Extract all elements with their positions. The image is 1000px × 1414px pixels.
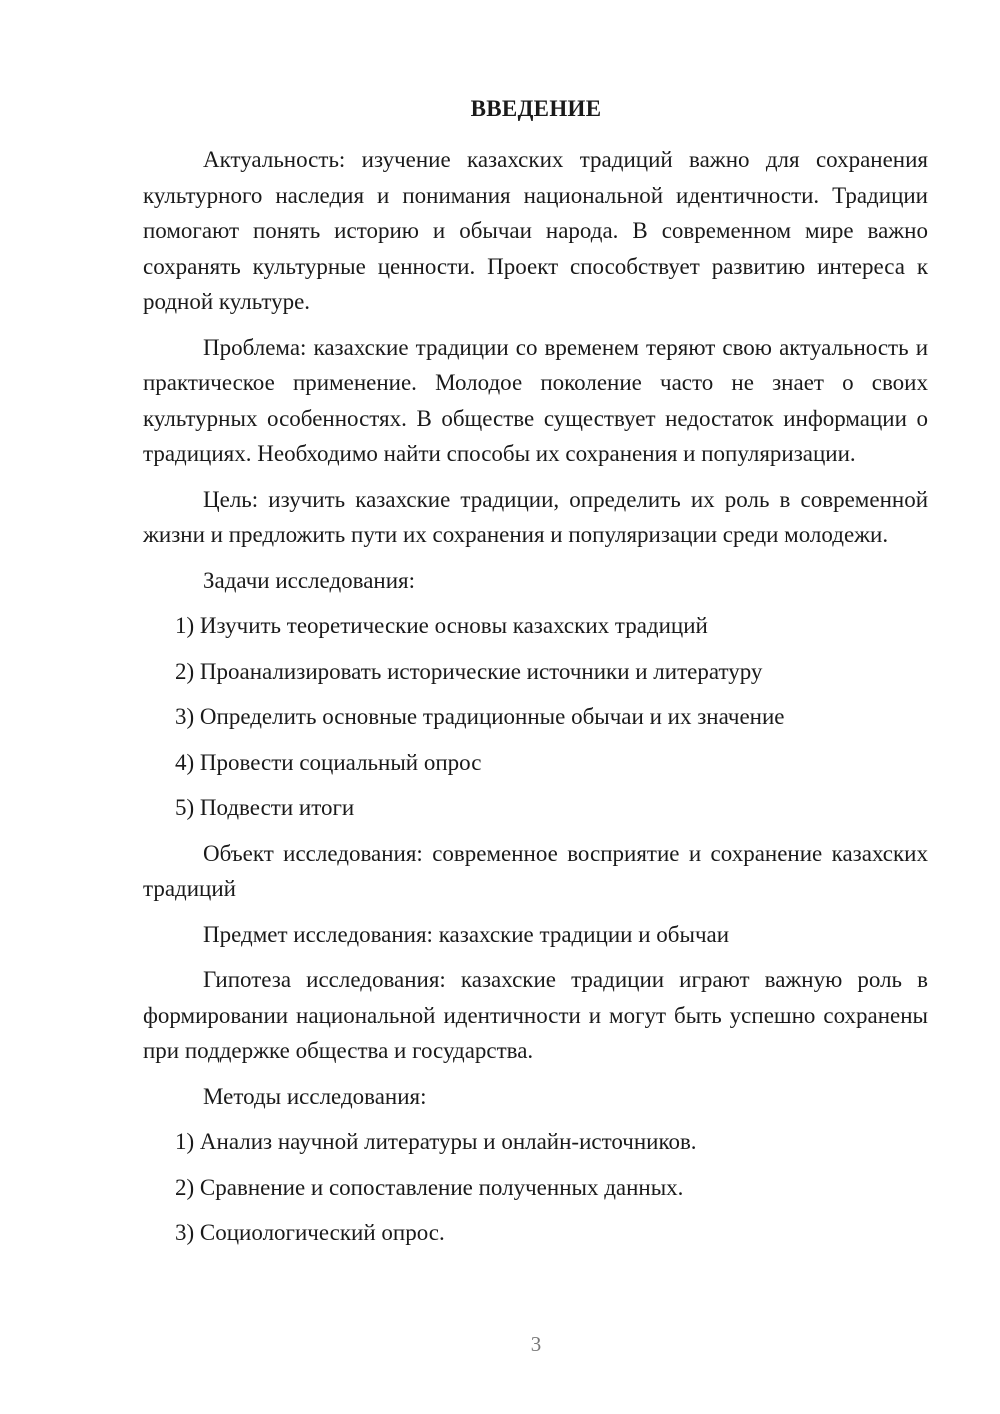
hypothesis-paragraph: Гипотеза исследования: казахские традиции играют важную роль в формировании национальной идентичности и могут быть успешно сохранены при поддержке общества и государства.: [143, 967, 928, 1063]
tasks-list: [143, 608, 928, 826]
list-item: 2) Сравнение и сопоставление полученных данных.: [175, 1174, 684, 1200]
tasks-heading: Задачи исследования:: [203, 567, 416, 593]
relevance-paragraph: Актуальность: изучение казахских традиций важно для сохранения культурного наследия и понимания национальной идентичности. Традиции помогают понять историю и обычаи народа. В современном мире важно сохранять культурные ценности. Проект способствует развитию интереса к родной культуре.: [143, 147, 928, 314]
page-number: 3: [530, 1332, 542, 1356]
list-item: 5) Подвести итоги: [175, 795, 355, 820]
page-title: ВВЕДЕНИЕ: [470, 96, 602, 121]
list-item: 3) Определить основные традиционные обычаи и их значение: [175, 704, 785, 729]
object-paragraph: Объект исследования: современное восприятие и сохранение казахских традиций: [143, 840, 928, 901]
goal-paragraph: Цель: изучить казахские традиции, определить их роль в современной жизни и предложить пути их сохранения и популяризации среди молодежи.: [143, 486, 928, 547]
list-item: 1) Изучить теоретические основы казахских традиций: [175, 613, 708, 638]
methods-list: [143, 1124, 928, 1251]
list-item: 2) Проанализировать исторические источники и литературу: [175, 658, 763, 684]
problem-paragraph: Проблема: казахские традиции со временем теряют свою актуальность и практическое применение. Молодое поколение часто не знает о своих культурных особенностях. В обществе существует недостаток информации о традициях. Необходимо найти способы их сохранения и популяризации.: [143, 334, 928, 466]
list-item: 3) Социологический опрос.: [175, 1220, 445, 1245]
list-item: 1) Анализ научной литературы и онлайн-источников.: [175, 1129, 697, 1154]
document-body: [143, 142, 928, 1261]
list-item: 4) Провести социальный опрос: [175, 749, 482, 775]
methods-heading: Методы исследования:: [203, 1083, 427, 1109]
subject-paragraph: Предмет исследования: казахские традиции и обычаи: [203, 921, 730, 947]
